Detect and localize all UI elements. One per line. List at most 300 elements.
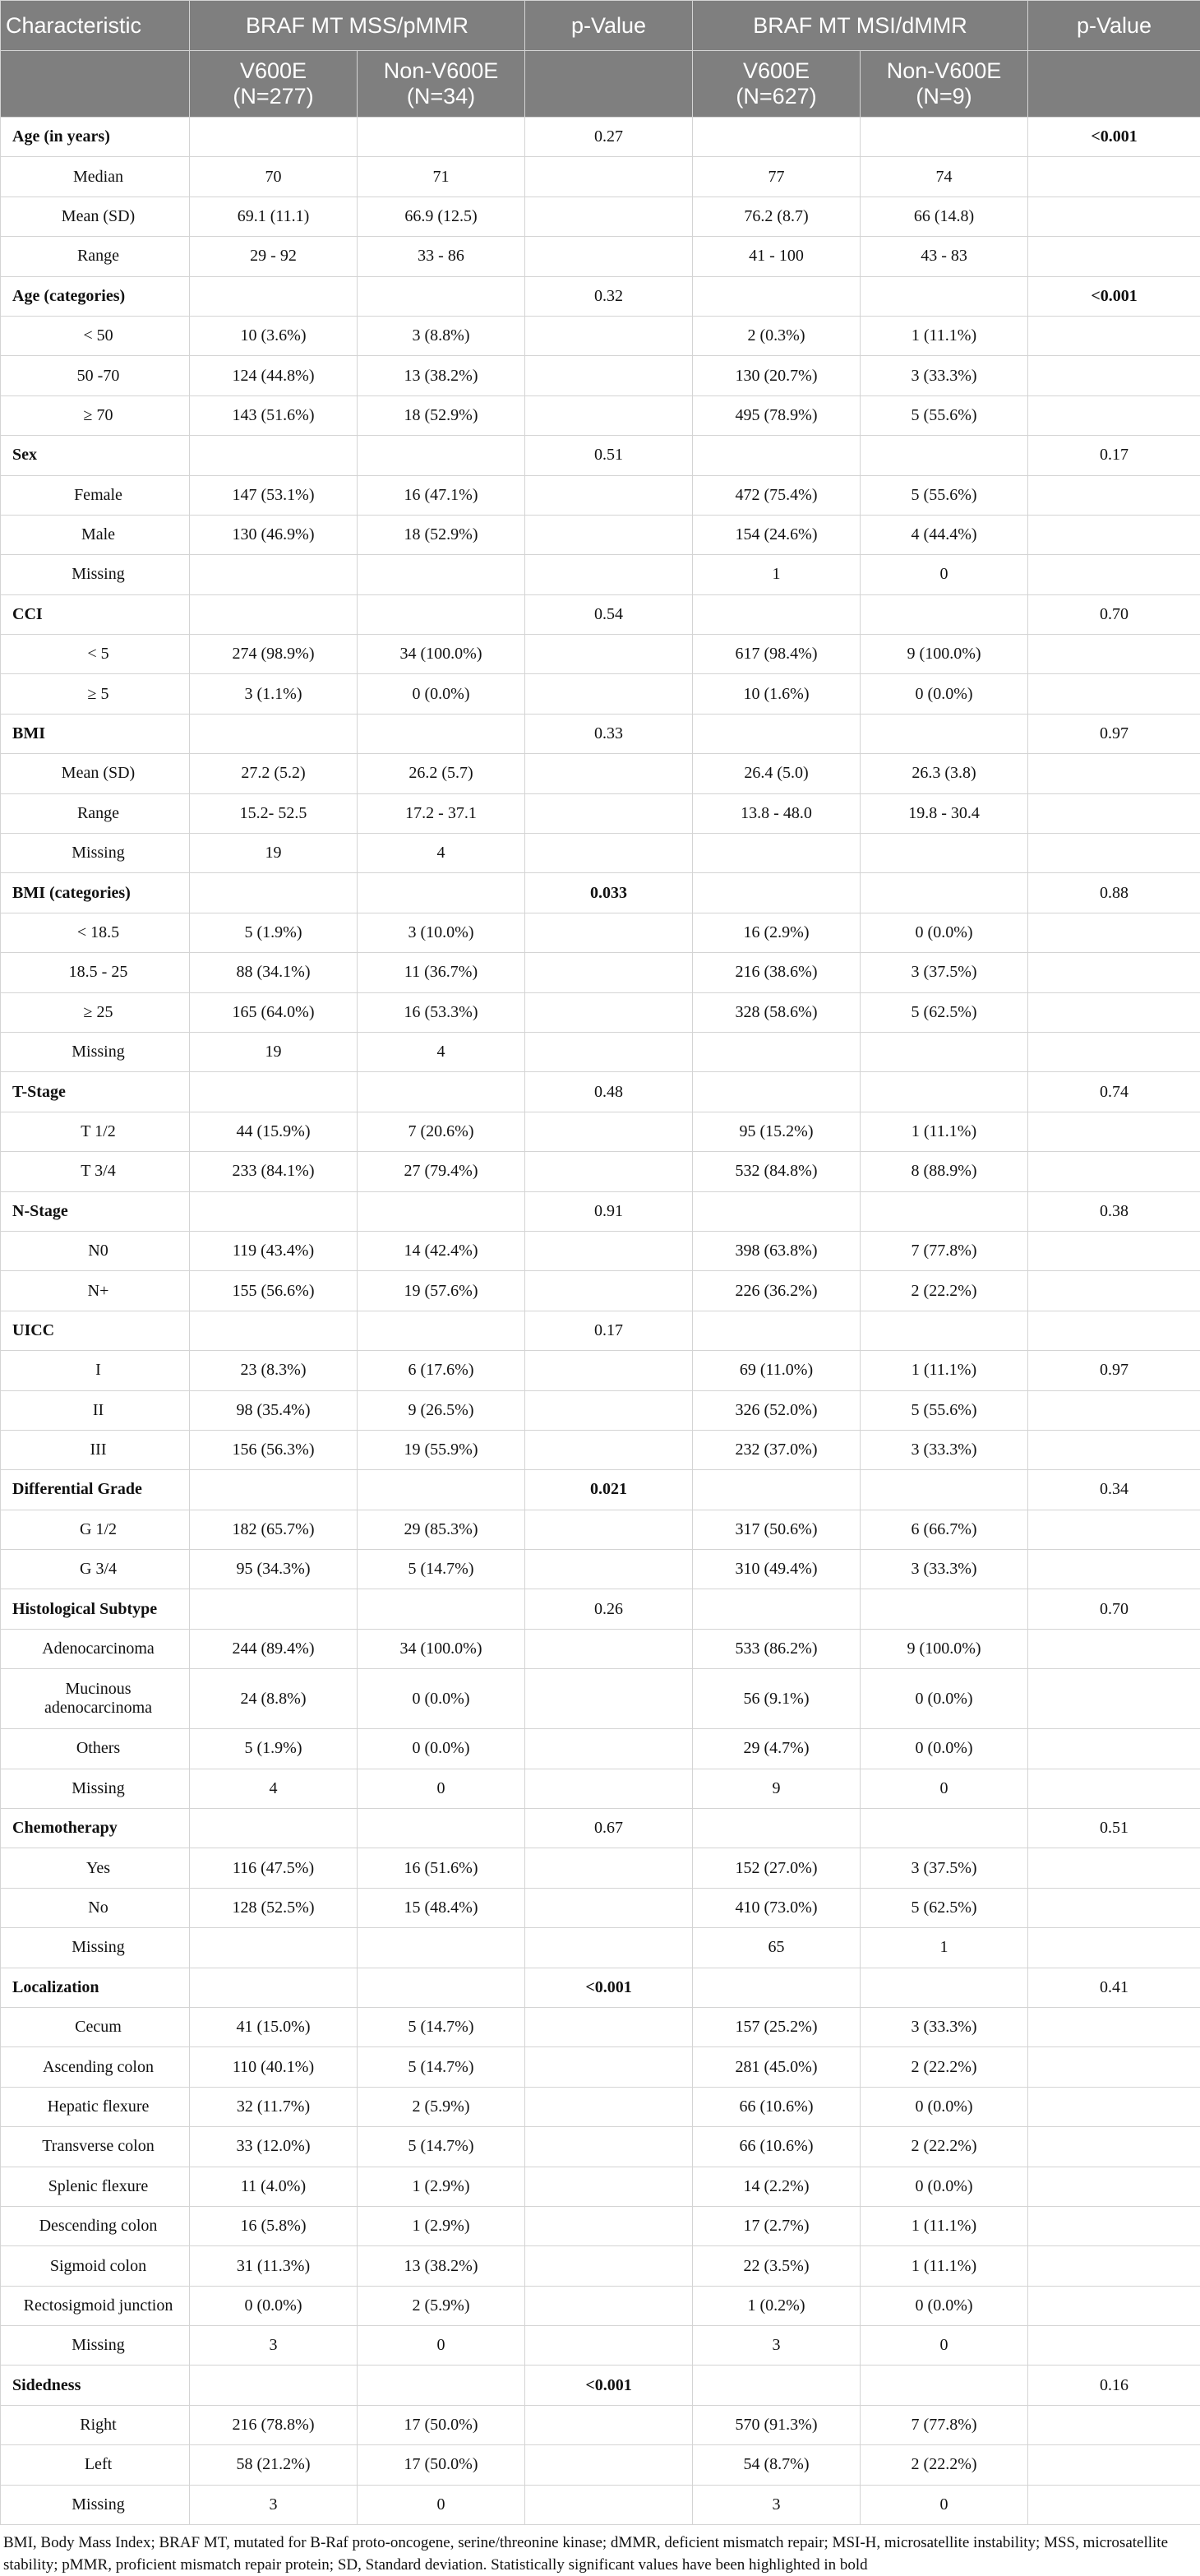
cell-v600e-msi: 9 <box>693 1769 861 1808</box>
cell-p-value-2 <box>1028 1550 1200 1589</box>
row-label: N0 <box>1 1231 190 1270</box>
cell-nonv600e-mss: 27 (79.4%) <box>358 1152 525 1191</box>
cell-nonv600e-mss <box>358 1809 525 1848</box>
cell-v600e-msi: 95 (15.2%) <box>693 1112 861 1151</box>
cell-nonv600e-msi <box>861 1191 1028 1231</box>
cell-nonv600e-msi: 19.8 - 30.4 <box>861 793 1028 833</box>
row-label: 18.5 - 25 <box>1 953 190 992</box>
cell-p-value-1 <box>525 754 693 793</box>
row-label: Age (in years) <box>1 118 190 157</box>
cell-p-value-2: <0.001 <box>1028 276 1200 316</box>
row-label: CCI <box>1 594 190 634</box>
row-label: Others <box>1 1729 190 1769</box>
cell-v600e-msi <box>693 1311 861 1350</box>
cell-v600e-mss: 244 (89.4%) <box>190 1629 358 1668</box>
cell-nonv600e-mss: 19 (55.9%) <box>358 1430 525 1469</box>
cell-p-value-1 <box>525 1729 693 1769</box>
cell-v600e-msi <box>693 1809 861 1848</box>
cell-p-value-2 <box>1028 2047 1200 2087</box>
cell-v600e-msi <box>693 834 861 873</box>
cell-p-value-1 <box>525 1769 693 1808</box>
cell-nonv600e-msi <box>861 1311 1028 1350</box>
row-label: Sigmoid colon <box>1 2246 190 2286</box>
table-row <box>1 2405 1200 2444</box>
cell-v600e-msi: 326 (52.0%) <box>693 1390 861 1430</box>
table-row <box>1 1231 1200 1270</box>
cell-nonv600e-msi <box>861 1032 1028 1071</box>
cell-v600e-msi: 29 (4.7%) <box>693 1729 861 1769</box>
header-blank <box>1028 51 1200 118</box>
cell-nonv600e-msi <box>861 276 1028 316</box>
cell-v600e-msi: 317 (50.6%) <box>693 1510 861 1549</box>
cell-v600e-msi <box>693 436 861 475</box>
cell-nonv600e-mss <box>358 1589 525 1629</box>
row-label: 50 -70 <box>1 356 190 395</box>
row-label: Chemotherapy <box>1 1809 190 1848</box>
cell-v600e-mss: 32 (11.7%) <box>190 2087 358 2126</box>
cell-v600e-mss: 233 (84.1%) <box>190 1152 358 1191</box>
header-group-mss: BRAF MT MSS/pMMR <box>190 1 525 51</box>
cell-v600e-mss <box>190 118 358 157</box>
cell-v600e-mss: 130 (46.9%) <box>190 515 358 554</box>
category-row <box>1 276 1200 316</box>
cell-nonv600e-mss: 16 (47.1%) <box>358 475 525 515</box>
header-nonv600e-msi: Non-V600E (N=9) <box>861 51 1028 118</box>
cell-v600e-mss <box>190 1470 358 1510</box>
cell-p-value-1 <box>525 992 693 1032</box>
cell-v600e-mss: 216 (78.8%) <box>190 2405 358 2444</box>
cell-v600e-mss: 33 (12.0%) <box>190 2127 358 2167</box>
cell-p-value-1 <box>525 635 693 674</box>
cell-v600e-mss <box>190 276 358 316</box>
cell-nonv600e-mss: 34 (100.0%) <box>358 635 525 674</box>
table-row <box>1 953 1200 992</box>
cell-p-value-1 <box>525 316 693 355</box>
category-row <box>1 594 1200 634</box>
cell-v600e-msi: 26.4 (5.0) <box>693 754 861 793</box>
cell-p-value-1 <box>525 555 693 594</box>
cell-v600e-msi: 14 (2.2%) <box>693 2167 861 2206</box>
cell-p-value-1: <0.001 <box>525 2366 693 2405</box>
cell-nonv600e-msi: 1 <box>861 1928 1028 1968</box>
cell-nonv600e-mss: 26.2 (5.7) <box>358 754 525 793</box>
cell-v600e-msi: 13.8 - 48.0 <box>693 793 861 833</box>
cell-nonv600e-mss: 5 (14.7%) <box>358 2127 525 2167</box>
cell-nonv600e-msi: 9 (100.0%) <box>861 635 1028 674</box>
cell-p-value-1: 0.26 <box>525 1589 693 1629</box>
cell-v600e-msi: 41 - 100 <box>693 237 861 276</box>
cell-nonv600e-msi <box>861 714 1028 753</box>
cell-p-value-1 <box>525 1550 693 1589</box>
cell-v600e-msi: 66 (10.6%) <box>693 2087 861 2126</box>
cell-p-value-2 <box>1028 2326 1200 2366</box>
cell-p-value-2 <box>1028 2167 1200 2206</box>
cell-nonv600e-msi: 3 (33.3%) <box>861 356 1028 395</box>
cell-p-value-2 <box>1028 2087 1200 2126</box>
cell-v600e-mss: 23 (8.3%) <box>190 1351 358 1390</box>
cell-v600e-msi <box>693 1968 861 2007</box>
table-row <box>1 793 1200 833</box>
cell-v600e-msi: 617 (98.4%) <box>693 635 861 674</box>
cell-nonv600e-msi: 1 (11.1%) <box>861 2246 1028 2286</box>
cell-nonv600e-msi <box>861 1589 1028 1629</box>
cell-p-value-2: 0.17 <box>1028 436 1200 475</box>
cell-v600e-mss: 69.1 (11.1) <box>190 197 358 236</box>
row-label: Sidedness <box>1 2366 190 2405</box>
cell-nonv600e-mss: 16 (53.3%) <box>358 992 525 1032</box>
cell-p-value-2 <box>1028 2405 1200 2444</box>
table-row <box>1 1928 1200 1968</box>
cell-p-value-1 <box>525 237 693 276</box>
cell-nonv600e-msi: 3 (37.5%) <box>861 953 1028 992</box>
table-row <box>1 992 1200 1032</box>
cell-nonv600e-msi: 0 <box>861 1769 1028 1808</box>
cell-v600e-msi: 281 (45.0%) <box>693 2047 861 2087</box>
row-label: Male <box>1 515 190 554</box>
cell-nonv600e-mss: 4 <box>358 834 525 873</box>
cell-v600e-msi <box>693 276 861 316</box>
cell-p-value-2 <box>1028 1888 1200 1927</box>
cell-v600e-msi: 232 (37.0%) <box>693 1430 861 1469</box>
table-row <box>1 2445 1200 2485</box>
table-row <box>1 2007 1200 2046</box>
cell-nonv600e-msi: 4 (44.4%) <box>861 515 1028 554</box>
table-row <box>1 1271 1200 1311</box>
cell-v600e-mss: 165 (64.0%) <box>190 992 358 1032</box>
row-label: Localization <box>1 1968 190 2007</box>
cell-nonv600e-mss: 0 <box>358 2326 525 2366</box>
table-row <box>1 1510 1200 1549</box>
cell-v600e-msi: 76.2 (8.7) <box>693 197 861 236</box>
cell-p-value-1 <box>525 1390 693 1430</box>
table-row <box>1 1629 1200 1668</box>
cell-nonv600e-msi <box>861 834 1028 873</box>
table-row <box>1 2286 1200 2325</box>
row-label: Mucinous adenocarcinoma <box>1 1669 190 1729</box>
cell-p-value-1 <box>525 2246 693 2286</box>
category-row <box>1 1968 1200 2007</box>
cell-p-value-2: 0.97 <box>1028 1351 1200 1390</box>
row-label: < 5 <box>1 635 190 674</box>
cell-nonv600e-msi <box>861 436 1028 475</box>
cell-nonv600e-mss: 6 (17.6%) <box>358 1351 525 1390</box>
cell-v600e-msi <box>693 594 861 634</box>
cell-nonv600e-msi: 0 (0.0%) <box>861 2167 1028 2206</box>
cell-nonv600e-msi: 74 <box>861 157 1028 197</box>
cell-v600e-mss: 5 (1.9%) <box>190 913 358 952</box>
cell-v600e-msi <box>693 714 861 753</box>
cell-p-value-2: <0.001 <box>1028 118 1200 157</box>
cell-p-value-2 <box>1028 2007 1200 2046</box>
cell-v600e-mss: 3 <box>190 2326 358 2366</box>
cell-v600e-mss: 110 (40.1%) <box>190 2047 358 2087</box>
cell-v600e-msi: 17 (2.7%) <box>693 2206 861 2245</box>
table-row <box>1 515 1200 554</box>
cell-nonv600e-msi: 26.3 (3.8) <box>861 754 1028 793</box>
table-row <box>1 395 1200 435</box>
cell-p-value-2 <box>1028 2246 1200 2286</box>
cell-v600e-msi: 66 (10.6%) <box>693 2127 861 2167</box>
cell-v600e-msi: 10 (1.6%) <box>693 674 861 714</box>
cell-p-value-2 <box>1028 475 1200 515</box>
cell-nonv600e-mss: 18 (52.9%) <box>358 515 525 554</box>
row-label: UICC <box>1 1311 190 1350</box>
row-label: Adenocarcinoma <box>1 1629 190 1668</box>
cell-p-value-2: 0.97 <box>1028 714 1200 753</box>
cell-v600e-mss <box>190 1809 358 1848</box>
cell-v600e-msi: 570 (91.3%) <box>693 2405 861 2444</box>
cell-nonv600e-msi <box>861 1968 1028 2007</box>
cell-nonv600e-mss: 0 (0.0%) <box>358 1669 525 1729</box>
cell-v600e-mss: 119 (43.4%) <box>190 1231 358 1270</box>
cell-p-value-1: 0.91 <box>525 1191 693 1231</box>
cell-p-value-1 <box>525 395 693 435</box>
cell-nonv600e-mss: 4 <box>358 1032 525 1071</box>
cell-v600e-mss <box>190 555 358 594</box>
cell-v600e-msi: 1 <box>693 555 861 594</box>
row-label: Median <box>1 157 190 197</box>
cell-p-value-2 <box>1028 356 1200 395</box>
table-row <box>1 157 1200 197</box>
row-label: III <box>1 1430 190 1469</box>
cell-nonv600e-msi: 2 (22.2%) <box>861 2445 1028 2485</box>
cell-p-value-2 <box>1028 1390 1200 1430</box>
cell-nonv600e-msi: 1 (11.1%) <box>861 1351 1028 1390</box>
cell-v600e-mss <box>190 1072 358 1112</box>
table-row <box>1 356 1200 395</box>
row-label: Missing <box>1 834 190 873</box>
cell-p-value-1 <box>525 913 693 952</box>
cell-p-value-1: 0.021 <box>525 1470 693 1510</box>
row-label: Missing <box>1 1032 190 1071</box>
row-label: Histological Subtype <box>1 1589 190 1629</box>
row-label: N+ <box>1 1271 190 1311</box>
cell-nonv600e-msi: 66 (14.8) <box>861 197 1028 236</box>
cell-v600e-msi <box>693 2366 861 2405</box>
cell-p-value-1 <box>525 2286 693 2325</box>
cell-p-value-1 <box>525 2007 693 2046</box>
cell-p-value-2 <box>1028 1311 1200 1350</box>
cell-nonv600e-msi <box>861 594 1028 634</box>
cell-p-value-2 <box>1028 674 1200 714</box>
cell-p-value-2 <box>1028 157 1200 197</box>
cell-p-value-2 <box>1028 992 1200 1032</box>
cell-nonv600e-msi <box>861 118 1028 157</box>
cell-v600e-mss <box>190 2366 358 2405</box>
cell-nonv600e-mss <box>358 2366 525 2405</box>
cell-v600e-msi <box>693 1589 861 1629</box>
row-label: BMI <box>1 714 190 753</box>
cell-p-value-2 <box>1028 1271 1200 1311</box>
cell-v600e-msi: 310 (49.4%) <box>693 1550 861 1589</box>
cell-nonv600e-msi: 2 (22.2%) <box>861 2047 1028 2087</box>
cell-p-value-2: 0.41 <box>1028 1968 1200 2007</box>
table-row <box>1 754 1200 793</box>
table-row <box>1 2167 1200 2206</box>
cell-p-value-2 <box>1028 2286 1200 2325</box>
cell-nonv600e-mss <box>358 1928 525 1968</box>
cell-p-value-2 <box>1028 754 1200 793</box>
cell-nonv600e-mss <box>358 1470 525 1510</box>
cell-nonv600e-mss: 14 (42.4%) <box>358 1231 525 1270</box>
header-group-msi: BRAF MT MSI/dMMR <box>693 1 1028 51</box>
cell-nonv600e-mss: 5 (14.7%) <box>358 2007 525 2046</box>
row-label: Transverse colon <box>1 2127 190 2167</box>
cell-p-value-2 <box>1028 316 1200 355</box>
table-row <box>1 2127 1200 2167</box>
cell-p-value-1 <box>525 793 693 833</box>
cell-nonv600e-mss <box>358 594 525 634</box>
cell-p-value-2: 0.88 <box>1028 873 1200 913</box>
row-label: II <box>1 1390 190 1430</box>
row-label: Differential Grade <box>1 1470 190 1510</box>
cell-nonv600e-mss: 29 (85.3%) <box>358 1510 525 1549</box>
row-label: Range <box>1 793 190 833</box>
row-label: N-Stage <box>1 1191 190 1231</box>
cell-p-value-1 <box>525 953 693 992</box>
cell-p-value-2: 0.38 <box>1028 1191 1200 1231</box>
cell-v600e-msi: 495 (78.9%) <box>693 395 861 435</box>
table-row <box>1 1112 1200 1151</box>
cell-v600e-msi: 130 (20.7%) <box>693 356 861 395</box>
cell-p-value-2 <box>1028 834 1200 873</box>
category-row <box>1 1191 1200 1231</box>
cell-nonv600e-mss: 3 (8.8%) <box>358 316 525 355</box>
cell-nonv600e-mss: 0 <box>358 2485 525 2524</box>
cell-v600e-mss: 88 (34.1%) <box>190 953 358 992</box>
cell-v600e-msi: 532 (84.8%) <box>693 1152 861 1191</box>
cell-p-value-2: 0.70 <box>1028 594 1200 634</box>
category-row <box>1 873 1200 913</box>
cell-p-value-2 <box>1028 1152 1200 1191</box>
cell-v600e-mss: 156 (56.3%) <box>190 1430 358 1469</box>
cell-p-value-1 <box>525 2047 693 2087</box>
table-row <box>1 237 1200 276</box>
cell-p-value-1: 0.17 <box>525 1311 693 1350</box>
cell-p-value-1 <box>525 1271 693 1311</box>
cell-v600e-mss <box>190 1191 358 1231</box>
cell-nonv600e-msi: 0 <box>861 2485 1028 2524</box>
row-label: BMI (categories) <box>1 873 190 913</box>
cell-nonv600e-mss: 16 (51.6%) <box>358 1848 525 1888</box>
row-label: Female <box>1 475 190 515</box>
row-label: Mean (SD) <box>1 197 190 236</box>
header-p-value-2: p-Value <box>1028 1 1200 51</box>
cell-nonv600e-msi: 0 (0.0%) <box>861 2087 1028 2126</box>
cell-nonv600e-mss <box>358 555 525 594</box>
cell-v600e-mss: 182 (65.7%) <box>190 1510 358 1549</box>
cell-p-value-1 <box>525 1848 693 1888</box>
category-row <box>1 1072 1200 1112</box>
cell-p-value-2 <box>1028 793 1200 833</box>
row-label: Missing <box>1 2326 190 2366</box>
cell-p-value-1 <box>525 197 693 236</box>
cell-v600e-mss: 147 (53.1%) <box>190 475 358 515</box>
cell-p-value-1 <box>525 1888 693 1927</box>
cell-v600e-mss: 19 <box>190 1032 358 1071</box>
cell-p-value-1 <box>525 1112 693 1151</box>
cell-nonv600e-mss <box>358 276 525 316</box>
cell-nonv600e-msi <box>861 1809 1028 1848</box>
cell-v600e-msi: 22 (3.5%) <box>693 2246 861 2286</box>
cell-v600e-mss: 24 (8.8%) <box>190 1669 358 1729</box>
cell-p-value-1: 0.54 <box>525 594 693 634</box>
category-row <box>1 118 1200 157</box>
table-row <box>1 1848 1200 1888</box>
cell-p-value-1: 0.67 <box>525 1809 693 1848</box>
table-row <box>1 1729 1200 1769</box>
table-row <box>1 2087 1200 2126</box>
cell-p-value-1 <box>525 2206 693 2245</box>
cell-v600e-mss: 58 (21.2%) <box>190 2445 358 2485</box>
cell-nonv600e-mss <box>358 1311 525 1350</box>
table-row <box>1 834 1200 873</box>
header-v600e-mss: V600E (N=277) <box>190 51 358 118</box>
cell-p-value-1: 0.32 <box>525 276 693 316</box>
table-row <box>1 674 1200 714</box>
cell-p-value-2 <box>1028 1430 1200 1469</box>
cell-p-value-1 <box>525 356 693 395</box>
cell-nonv600e-msi: 5 (62.5%) <box>861 992 1028 1032</box>
cell-p-value-1: 0.033 <box>525 873 693 913</box>
cell-p-value-1: 0.51 <box>525 436 693 475</box>
table-row <box>1 635 1200 674</box>
cell-nonv600e-msi: 5 (55.6%) <box>861 395 1028 435</box>
table-row <box>1 1390 1200 1430</box>
cell-nonv600e-mss: 19 (57.6%) <box>358 1271 525 1311</box>
cell-p-value-1 <box>525 1669 693 1729</box>
table-row <box>1 2246 1200 2286</box>
cell-v600e-mss <box>190 436 358 475</box>
table-row <box>1 316 1200 355</box>
row-label: No <box>1 1888 190 1927</box>
table-row <box>1 475 1200 515</box>
cell-nonv600e-msi: 0 (0.0%) <box>861 1669 1028 1729</box>
table-row <box>1 1152 1200 1191</box>
cell-nonv600e-msi: 0 (0.0%) <box>861 2286 1028 2325</box>
cell-v600e-msi: 157 (25.2%) <box>693 2007 861 2046</box>
cell-v600e-msi: 152 (27.0%) <box>693 1848 861 1888</box>
cell-p-value-1 <box>525 1430 693 1469</box>
cell-v600e-msi: 533 (86.2%) <box>693 1629 861 1668</box>
cell-nonv600e-mss <box>358 1072 525 1112</box>
row-label: Mean (SD) <box>1 754 190 793</box>
category-row <box>1 1311 1200 1350</box>
cell-v600e-mss <box>190 1928 358 1968</box>
table-body <box>1 118 1200 2525</box>
cell-nonv600e-mss: 9 (26.5%) <box>358 1390 525 1430</box>
cell-v600e-mss: 124 (44.8%) <box>190 356 358 395</box>
cell-p-value-1 <box>525 2167 693 2206</box>
cell-nonv600e-mss: 0 (0.0%) <box>358 1729 525 1769</box>
cell-p-value-1 <box>525 475 693 515</box>
row-label: Missing <box>1 1769 190 1808</box>
cell-v600e-msi <box>693 1032 861 1071</box>
header-v600e-msi: V600E (N=627) <box>693 51 861 118</box>
cell-p-value-1 <box>525 2485 693 2524</box>
cell-v600e-mss: 11 (4.0%) <box>190 2167 358 2206</box>
cell-nonv600e-mss: 5 (14.7%) <box>358 1550 525 1589</box>
cell-p-value-2: 0.16 <box>1028 2366 1200 2405</box>
cell-p-value-1: <0.001 <box>525 1968 693 2007</box>
cell-p-value-2 <box>1028 635 1200 674</box>
cell-nonv600e-msi <box>861 873 1028 913</box>
row-label: < 18.5 <box>1 913 190 952</box>
header-blank <box>525 51 693 118</box>
cell-p-value-2 <box>1028 395 1200 435</box>
cell-p-value-2 <box>1028 1510 1200 1549</box>
cell-p-value-2 <box>1028 1769 1200 1808</box>
